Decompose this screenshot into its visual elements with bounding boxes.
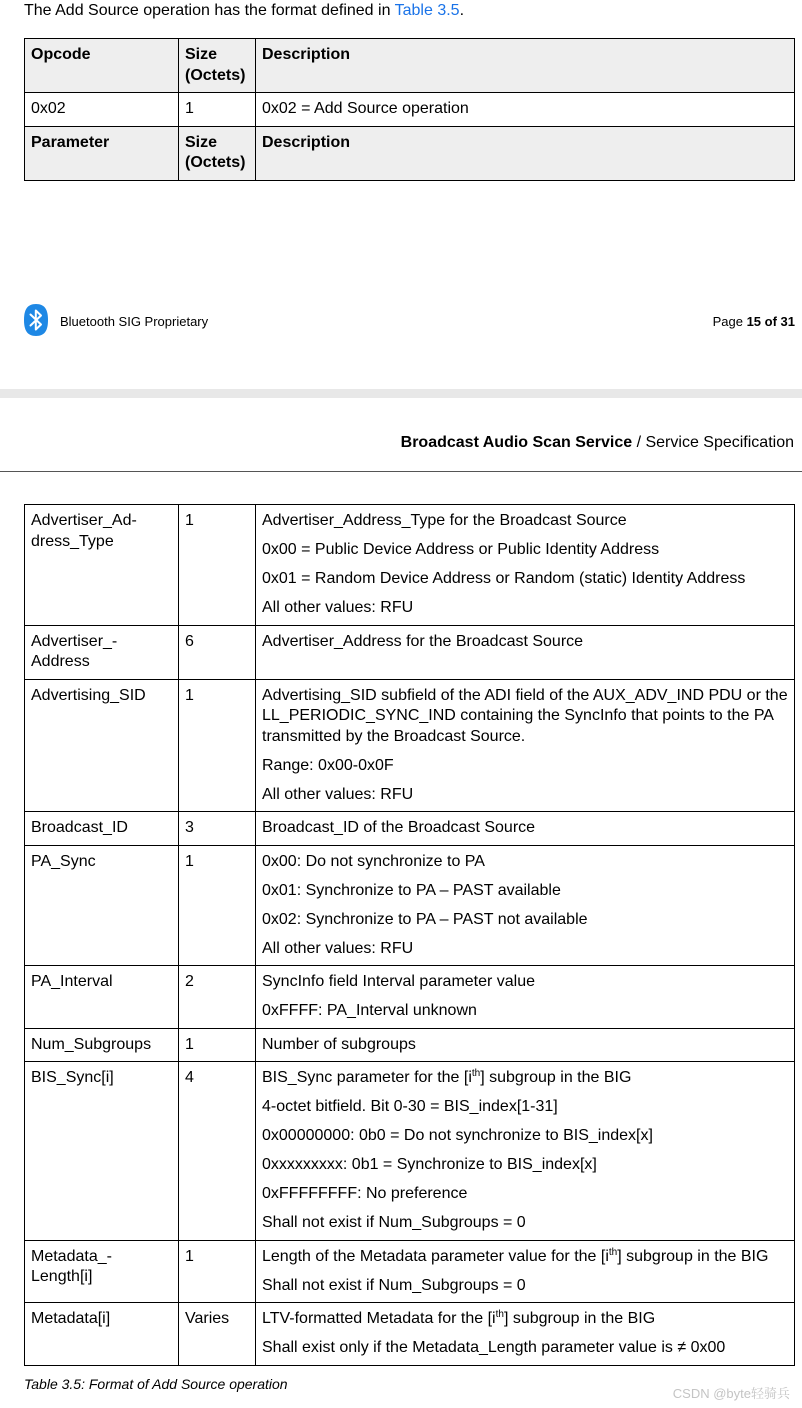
table-row: [25, 812, 795, 846]
description-line: All other values: RFU: [262, 785, 414, 803]
param-cell: Metadata_-Length[i]: [25, 1240, 179, 1303]
table-row: [25, 1028, 795, 1062]
size-cell: 1: [179, 1028, 256, 1062]
param-cell: Advertiser_-Address: [25, 625, 179, 679]
param-cell: Metadata[i]: [25, 1303, 179, 1366]
table-row: [25, 966, 795, 1029]
table-row: [25, 1240, 795, 1303]
description-line: Shall exist only if the Metadata_Length parameter value is ≠ 0x00: [262, 1339, 726, 1356]
header-divider: [0, 471, 802, 472]
table-header-row: [25, 39, 795, 93]
page-break: [0, 389, 802, 398]
description-line: Number of subgroups: [262, 1035, 416, 1053]
header-separator: /: [632, 434, 646, 451]
parameter-table: [24, 504, 795, 1366]
size-cell: 6: [179, 625, 256, 679]
description-cell: [256, 812, 795, 846]
description-line: 4-octet bitfield. Bit 0-30 = BIS_index[1-31]: [262, 1098, 558, 1115]
opcode-table: [24, 38, 795, 181]
description-cell: Description: [256, 126, 795, 180]
description-line: Length of the Metadata parameter value for the $[i^{th}]$ subgroup in the BIG: [262, 1246, 769, 1265]
header-subtitle: Service Specification: [645, 434, 794, 451]
bluetooth-icon: [24, 304, 48, 336]
size-cell: 1: [179, 505, 256, 626]
description-line: 0x01 = Random Device Address or Random (static) Identity Address: [262, 570, 746, 587]
description-line: Shall not exist if Num_Subgroups = 0: [262, 1214, 526, 1231]
page-header: [401, 434, 794, 452]
description-line: 0xxxxxxxxx: 0b1 = Synchronize to BIS_index[x]: [262, 1156, 597, 1173]
description-cell: [256, 625, 795, 679]
page-number: 15 of 31: [746, 314, 795, 329]
table-row: [25, 625, 795, 679]
param-cell: 0x02: [25, 93, 179, 127]
description-cell: [256, 679, 795, 812]
param-cell: Advertising_SID: [25, 679, 179, 812]
size-cell: 1: [179, 845, 256, 966]
param-cell: Opcode: [25, 39, 179, 93]
description-line: BIS_Sync parameter for the $[i^{th}]$ subgroup in the BIG: [262, 1068, 632, 1086]
description-cell: 0x02 = Add Source operation: [256, 93, 795, 127]
table-header-row: [25, 126, 795, 180]
param-cell: Advertiser_Ad-dress_Type: [25, 505, 179, 626]
param-cell: PA_Interval: [25, 966, 179, 1029]
size-cell: Size (Octets): [179, 39, 256, 93]
table-caption: Table 3.5: Format of Add Source operation: [24, 1376, 288, 1392]
description-line: 0x00 = Public Device Address or Public Identity Address: [262, 541, 660, 558]
size-cell: 4: [179, 1062, 256, 1241]
description-line: 0x00: Do not synchronize to PA: [262, 852, 485, 870]
param-cell: PA_Sync: [25, 845, 179, 966]
description-line: 0x01: Synchronize to PA – PAST available: [262, 881, 561, 899]
footer-proprietary-label: Bluetooth SIG Proprietary: [60, 314, 209, 329]
description-cell: Description: [256, 39, 795, 93]
table-row: [25, 1062, 795, 1241]
description-line: 0x00000000: 0b0 = Do not synchronize to BIS_index[x]: [262, 1127, 653, 1144]
page-indicator: [713, 314, 795, 329]
size-cell: 1: [179, 93, 256, 127]
description-line: Shall not exist if Num_Subgroups = 0: [262, 1276, 526, 1294]
size-cell: 3: [179, 812, 256, 846]
watermark: CSDN @byte轻骑兵: [672, 1386, 790, 1401]
description-line: Advertising_SID subfield of the ADI field of the AUX_ADV_IND PDU or the LL_PERIODIC_SYNC_IND containing the SyncInfo that points to the PA transmitted by the Broadcast Source.: [262, 686, 788, 745]
param-cell: Num_Subgroups: [25, 1028, 179, 1062]
size-cell: 1: [179, 679, 256, 812]
description-line: LTV-formatted Metadata for the $[i^{th}]$ subgroup in the BIG: [262, 1309, 656, 1327]
size-cell: Varies: [179, 1303, 256, 1366]
description-line: All other values: RFU: [262, 599, 414, 616]
description-line: Advertiser_Address for the Broadcast Source: [262, 632, 584, 650]
page-footer: [24, 304, 795, 338]
description-cell: [256, 1028, 795, 1062]
description-line: SyncInfo field Interval parameter value: [262, 973, 536, 990]
header-title: Broadcast Audio Scan Service: [400, 434, 633, 451]
size-cell: 1: [179, 1240, 256, 1303]
description-line: Broadcast_ID of the Broadcast Source: [262, 819, 536, 836]
table-row: [25, 93, 795, 127]
size-cell: Size (Octets): [179, 126, 256, 180]
table-row: [25, 679, 795, 812]
table-reference-link[interactable]: Table 3.5: [394, 2, 460, 19]
description-cell: [256, 845, 795, 966]
description-line: All other values: RFU: [262, 939, 414, 957]
param-cell: BIS_Sync[i]: [25, 1062, 179, 1241]
description-cell: [256, 505, 795, 626]
description-cell: [256, 1303, 795, 1366]
description-line: 0xFFFF: PA_Interval unknown: [262, 1002, 477, 1019]
description-line: 0xFFFFFFFF: No preference: [262, 1185, 468, 1202]
description-line: Advertiser_Address_Type for the Broadcast Source: [262, 512, 627, 529]
description-cell: [256, 1240, 795, 1303]
description-line: 0x02: Synchronize to PA – PAST not available: [262, 910, 588, 928]
intro-paragraph: [24, 1, 464, 21]
intro-suffix: .: [459, 2, 465, 19]
param-cell: Broadcast_ID: [25, 812, 179, 846]
table-row: [25, 845, 795, 966]
size-cell: 2: [179, 966, 256, 1029]
page-label: Page: [712, 314, 747, 329]
description-line: Range: 0x00-0x0F: [262, 756, 394, 774]
description-cell: [256, 966, 795, 1029]
table-row: [25, 1303, 795, 1366]
description-cell: [256, 1062, 795, 1241]
table-row: [25, 505, 795, 626]
param-cell: Parameter: [25, 126, 179, 180]
intro-text: The Add Source operation has the format defined in: [24, 2, 395, 19]
